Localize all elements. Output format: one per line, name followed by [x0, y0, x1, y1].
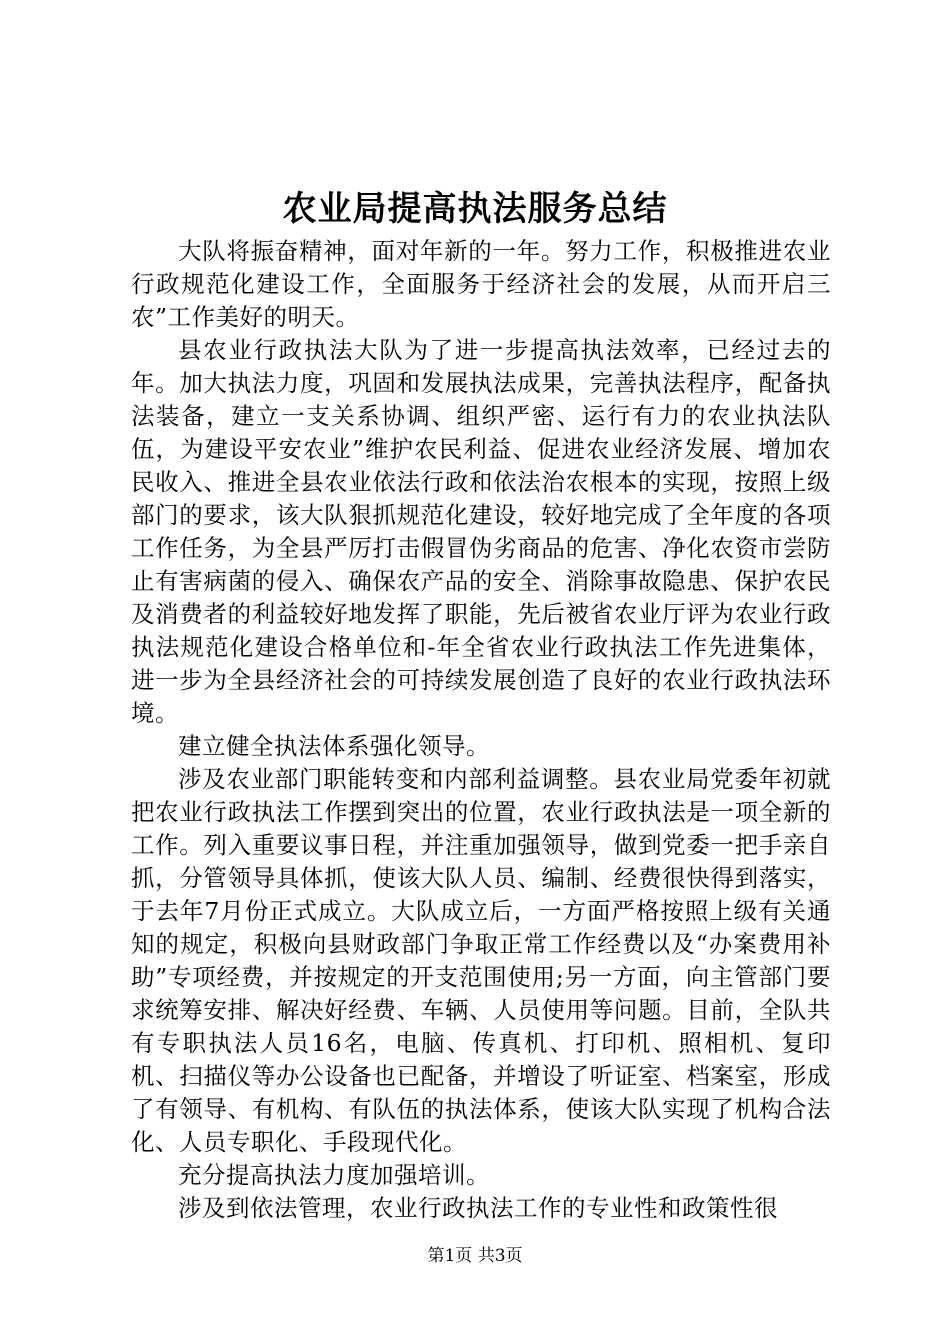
document-title: 农业局提高执法服务总结 — [282, 189, 668, 229]
page-number-footer: 第1页 共3页 — [427, 1246, 523, 1266]
document-body — [131, 235, 831, 1225]
paragraph-3-heading: 建立健全执法体系强化领导。 — [178, 732, 490, 760]
paragraph-4: 涉及农业部门职能转变和内部利益调整。县农业局党委年初就把农业行政执法工作摆到突出的位置，农业行政执法是一项全新的工作。列入重要议事日程，并注重加强领导，做到党委一把手亲自抓，分管领导具体抓，使该大队人员、编制、经费很快得到落实，于去年7月份正式成立。大队成立后，一方面严格按照上级有关通知的规定，积极向县财政部门争取正常工作经费以及“办案费用补助”专项经费，并按规定的开支范围使用;另一方面，向主管部门要求统筹安排、解决好经费、车辆、人员使用等问题。目前，全队共有专职执法人员16名，电脑、传真机、打印机、照相机、复印机、扫描仪等办公设备也已配备，并增设了听证室、档案室，形成了有领导、有机构、有队伍的执法体系，使该大队实现了机构合法化、人员专职化、手段现代化。 — [131, 765, 831, 1156]
paragraph-1: 大队将振奋精神，面对年新的一年。努力工作，积极推进农业行政规范化建设工作，全面服务于经济社会的发展，从而开启三农”工作美好的明天。 — [131, 237, 831, 331]
paragraph-2: 县农业行政执法大队为了进一步提高执法效率，已经过去的年。加大执法力度，巩固和发展执法成果，完善执法程序，配备执法装备，建立一支关系协调、组织严密、运行有力的农业执法队伍，为建设平安农业”维护农民利益、促进农业经济发展、增加农民收入、推进全县农业依法行政和依法治农根本的实现，按照上级部门的要求，该大队狠抓规范化建设，较好地完成了全年度的各项工作任务，为全县严厉打击假冒伪劣商品的危害、净化农资市尝防止有害病菌的侵入、确保农产品的安全、消除事故隐患、保护农民及消费者的利益较好地发挥了职能，先后被省农业厅评为农业行政执法规范化建设合格单位和-年全省农业行政执法工作先进集体，进一步为全县经济社会的可持续发展创造了良好的农业行政执法环境。 — [131, 336, 831, 727]
paragraph-5-heading: 充分提高执法力度加强培训。 — [178, 1161, 490, 1189]
paragraph-6: 涉及到依法管理，农业行政执法工作的专业性和政策性很 — [178, 1194, 778, 1222]
